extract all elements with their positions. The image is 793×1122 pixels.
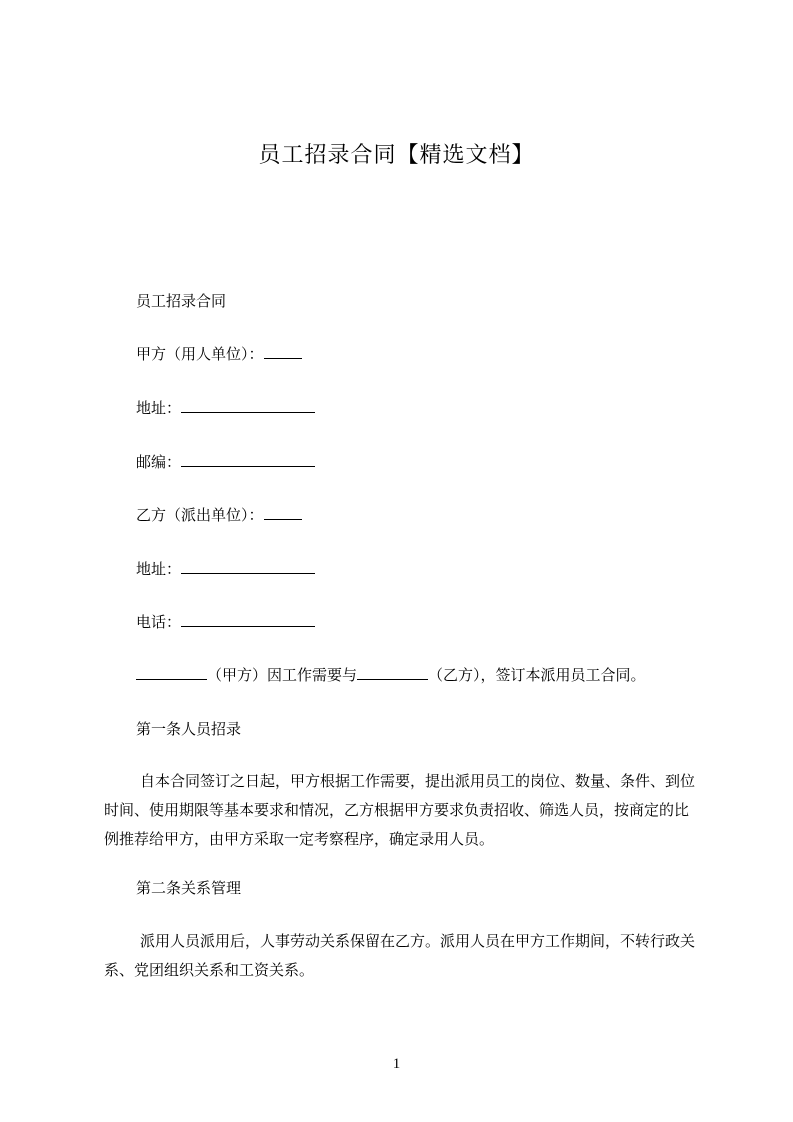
address-b-label: 地址：: [136, 560, 182, 578]
address-a-blank: [181, 398, 315, 413]
postcode-label: 邮编：: [136, 453, 182, 471]
article-1-body: 自本合同签订之日起，甲方根据工作需要，提出派用员工的岗位、数量、条件、到位时间、使用期限等基本要求和情况，乙方根据甲方要求负责招收、筛选人员，按商定的比例推荐给甲方，由甲方采取一定考察程序，确定录用人员。: [104, 772, 696, 848]
article-2-body: 派用人员派用后，人事劳动关系保留在乙方。派用人员在甲方工作期间，不转行政关系、党团组织关系和工资关系。: [104, 932, 696, 979]
party-b-blank: [264, 505, 302, 520]
address-b-line: [136, 559, 315, 579]
party-b-name-blank: [357, 665, 428, 680]
address-b-blank: [181, 559, 315, 574]
address-a-label: 地址：: [136, 399, 182, 417]
party-a-line: [136, 344, 302, 364]
article-1-title: 第一条人员招录: [136, 720, 242, 738]
party-b-line: [136, 505, 302, 525]
contract-heading: 员工招录合同: [136, 292, 227, 310]
agreement-text-2: （乙方），签订本派用员工合同。: [428, 666, 646, 684]
agreement-text-1: （甲方）因工作需要与: [207, 666, 358, 684]
party-a-name-blank: [136, 665, 207, 680]
address-a-line: [136, 398, 315, 418]
page-number: 1: [392, 1056, 401, 1072]
article-2-title: 第二条关系管理: [136, 879, 242, 897]
party-a-label: 甲方（用人单位）：: [136, 345, 264, 363]
phone-line: [136, 612, 315, 632]
phone-blank: [181, 612, 315, 627]
phone-label: 电话：: [136, 613, 182, 631]
party-b-label: 乙方（派出单位）：: [136, 506, 264, 524]
agreement-line: [136, 665, 646, 685]
document-title: 员工招录合同【精选文档】: [258, 143, 535, 168]
postcode-line: [136, 452, 315, 472]
postcode-blank: [181, 452, 315, 467]
party-a-blank: [264, 344, 302, 359]
